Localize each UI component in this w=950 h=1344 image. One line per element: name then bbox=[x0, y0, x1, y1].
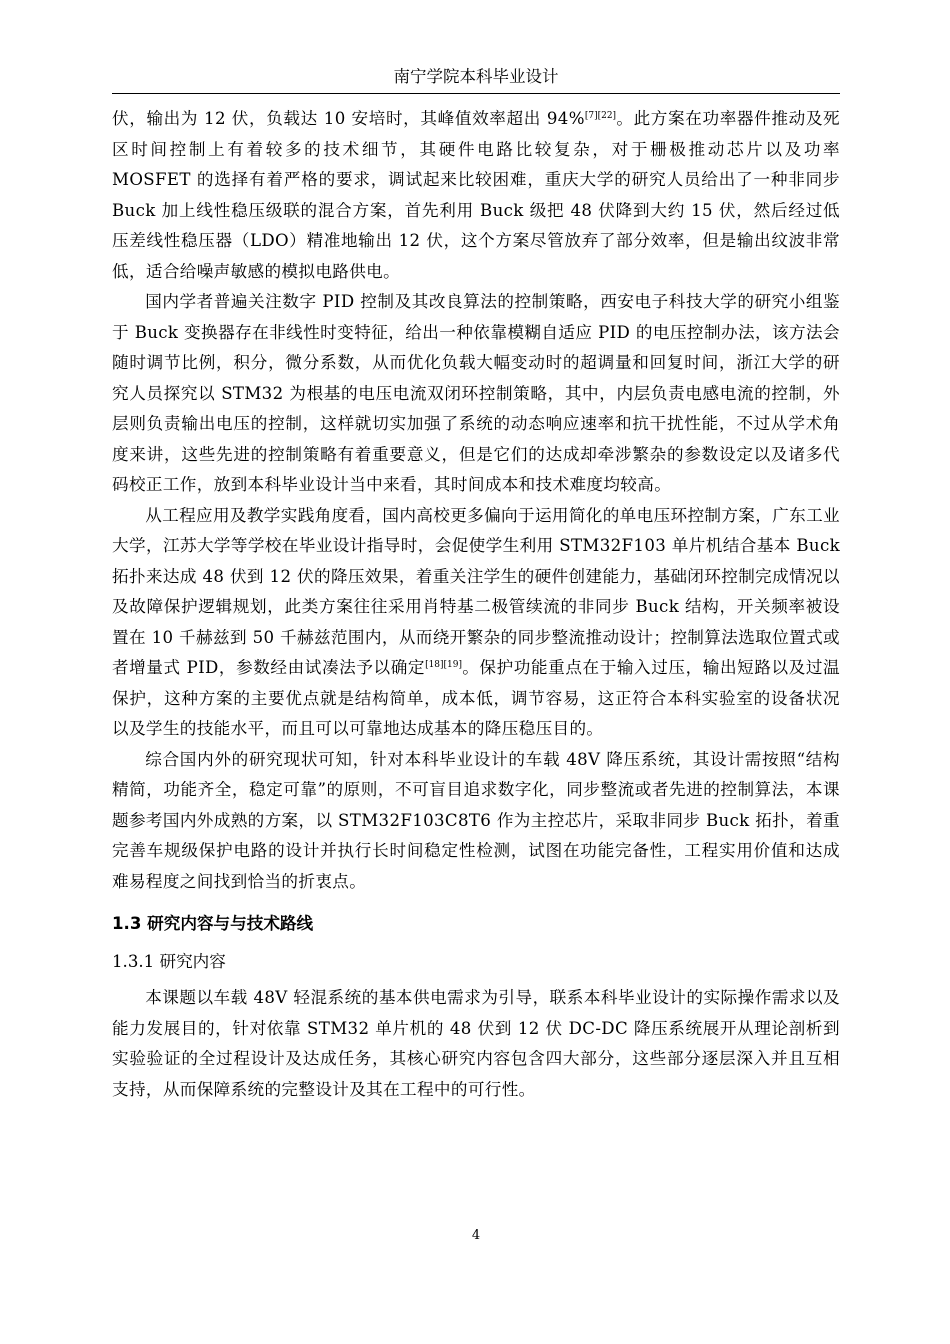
paragraph-text: 伏，输出为 12 伏，负载达 10 安培时，其峰值效率超出 94% bbox=[112, 109, 585, 128]
paragraph: 国内学者普遍关注数字 PID 控制及其改良算法的控制策略，西安电子科技大学的研究小组鉴于 Buck 变换器存在非线性时变特征，给出一种依靠模糊自适应 PID 的电压控制办法，该方法会随时调节比例，积分，微分系数，从而优化负载大幅变动时的超调量和回复时间，浙江大学的研究人员探究以 STM32 为根基的电压电流双闭环控制策略，其中，内层负责电感电流的控制，外层则负责输出电压的控制，这样就切实加强了系统的动态响应速率和抗干扰性能，不过从学术角度来讲，这些先进的控制策略有着重要意义，但是它们的达成却牵涉繁杂的参数设定以及诸多代码校正工作，放到本科毕业设计当中来看，其时间成本和技术难度均较高。 bbox=[112, 292, 840, 494]
subsection-heading: 1.3.1 研究内容 bbox=[112, 952, 226, 971]
paragraph-text: 。保护功能重点在于输入过压，输出短路以及过温保护，这种方案的主要优点就是结构简单，成本低，调节容易，这正符合本科实验室的设备状况以及学生的技能水平，而且可以可靠地达成基本的降压稳压目的。 bbox=[112, 658, 840, 738]
paragraph-text: 从工程应用及教学实践角度看，国内高校更多偏向于运用简化的单电压环控制方案，广东工业大学，江苏大学等学校在毕业设计指导时，会促使学生利用 STM32F103 单片机结合基本 Buck 拓扑来达成 48 伏到 12 伏的降压效果，着重关注学生的硬件创建能力，基础闭环控制完成情况以及故障保护逻辑规划，此类方案往往采用肖特基二极管续流的非同步 Buck 结构，开关频率被设置在 10 千赫兹到 50 千赫兹范围内，从而绕开繁杂的同步整流推动设计；控制算法选取位置式或者增量式 PID，参数经由试凑法予以确定 bbox=[112, 505, 840, 677]
paragraph-continued bbox=[112, 104, 840, 287]
paragraph bbox=[112, 501, 840, 745]
page-header: 南宁学院本科毕业设计 bbox=[393, 67, 559, 86]
paragraph: 本课题以车载 48V 轻混系统的基本供电需求为引导，联系本科毕业设计的实际操作需求以及能力发展目的，针对依靠 STM32 单片机的 48 伏到 12 伏 DC-DC 降压系统展开从理论剖析到实验验证的全过程设计及达成任务，其核心研究内容包含四大部分，这些部分逐层深入并且互相支持，从而保障系统的完整设计及其在工程中的可行性。 bbox=[112, 988, 840, 1099]
page-number: 4 bbox=[471, 1228, 481, 1243]
header-divider bbox=[112, 93, 840, 94]
citation-ref: [7][22] bbox=[584, 111, 617, 121]
citation-ref: [18][19] bbox=[425, 660, 463, 670]
section-heading: 1.3 研究内容与与技术路线 bbox=[112, 914, 314, 933]
paragraph: 综合国内外的研究现状可知，针对本科毕业设计的车载 48V 降压系统，其设计需按照“结构精简，功能齐全，稳定可靠”的原则，不可盲目追求数字化，同步整流或者先进的控制算法，本课题参考国内外成熟的方案，以 STM32F103C8T6 作为主控芯片，采取非同步 Buck 拓扑，着重完善车规级保护电路的设计并执行长时间稳定性检测，试图在功能完备性，工程实用价值和达成难易程度之间找到恰当的折衷点。 bbox=[112, 749, 840, 891]
paragraph-text: 。此方案在功率器件推动及死区时间控制上有着较多的技术细节，其硬件电路比较复杂，对于栅极推动芯片以及功率 MOSFET 的选择有着严格的要求，调试起来比较困难，重庆大学的研究人员给出了一种非同步 Buck 加上线性稳压级联的混合方案，首先利用 Buck 级把 48 伏降到大约 15 伏，然后经过低压差线性稳压器（LDO）精准地输出 12 伏，这个方案尽管放弃了部分效率，但是输出纹波非常低，适合给噪声敏感的模拟电路供电。 bbox=[112, 109, 840, 281]
document-body bbox=[112, 104, 840, 1105]
